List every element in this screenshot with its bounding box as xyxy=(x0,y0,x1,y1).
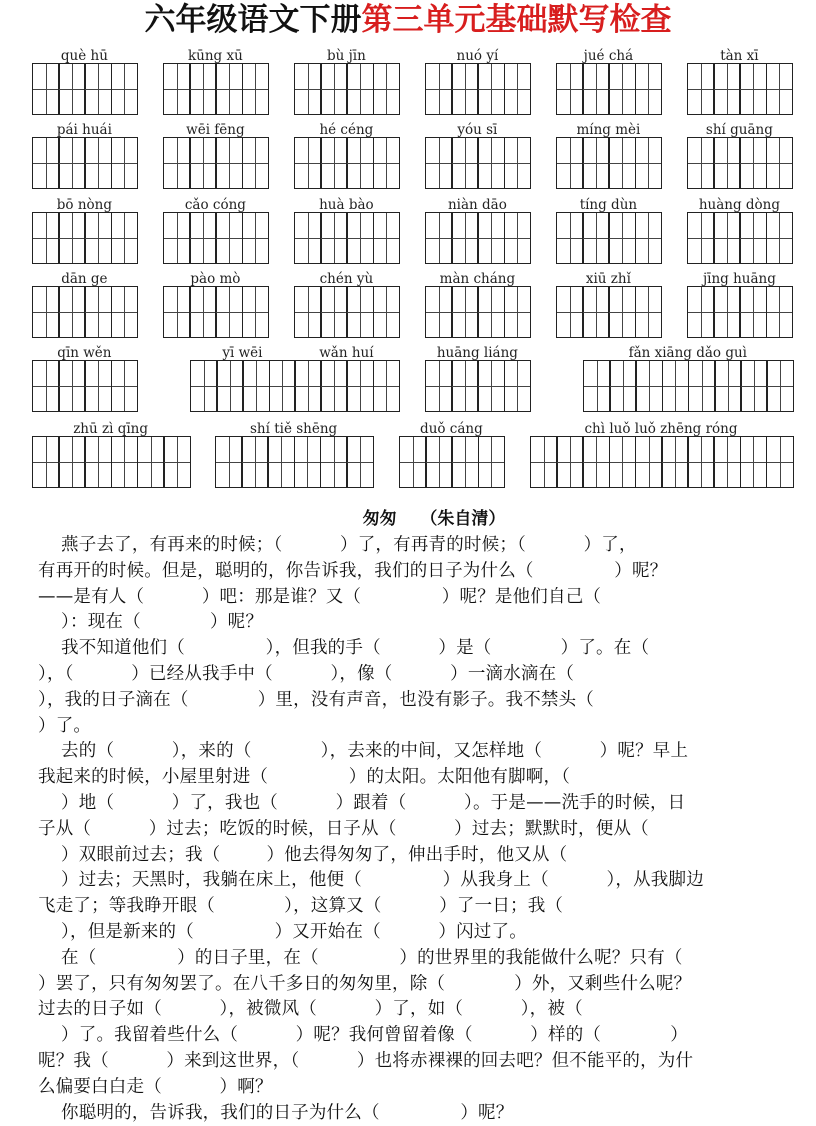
pinyin-word-group xyxy=(163,197,268,263)
writing-box[interactable] xyxy=(242,212,270,264)
passage-line: 有再开的时候。但是，聪明的，你告诉我，我们的日子为什么（ ）呢？ xyxy=(38,560,668,581)
pinyin-label: chì luǒ luǒ zhēng róng xyxy=(584,421,738,437)
writing-box[interactable] xyxy=(346,212,374,264)
writing-box[interactable] xyxy=(189,212,217,264)
writing-box[interactable] xyxy=(425,212,453,264)
pinyin-label: pái huái xyxy=(56,122,112,138)
writing-box[interactable] xyxy=(714,360,742,412)
writing-box[interactable] xyxy=(713,63,741,115)
writing-box[interactable] xyxy=(373,212,401,264)
pinyin-label: wǎn huí xyxy=(319,345,374,361)
writing-box[interactable] xyxy=(346,286,374,338)
passage-section xyxy=(38,505,790,1126)
writing-box[interactable] xyxy=(163,63,191,115)
passage-line: 我不知道他们（ ），但我的手（ ）是（ ）了。在（ xyxy=(38,638,650,659)
writing-box[interactable] xyxy=(556,137,584,189)
writing-box[interactable] xyxy=(687,137,715,189)
writing-box[interactable] xyxy=(163,436,191,488)
writing-box[interactable] xyxy=(635,360,663,412)
writing-box[interactable] xyxy=(242,360,270,412)
writing-box[interactable] xyxy=(687,212,715,264)
pinyin-word-group xyxy=(294,122,399,188)
pinyin-word-group xyxy=(294,271,399,337)
writing-box[interactable] xyxy=(32,63,60,115)
writing-box[interactable] xyxy=(320,137,348,189)
pinyin-word-group xyxy=(294,345,399,411)
writing-box[interactable] xyxy=(294,286,322,338)
writing-box[interactable] xyxy=(425,360,453,412)
writing-box[interactable] xyxy=(477,212,505,264)
writing-box[interactable] xyxy=(58,212,86,264)
writing-box[interactable] xyxy=(451,360,479,412)
writing-box[interactable] xyxy=(399,436,427,488)
writing-box[interactable] xyxy=(504,212,532,264)
writing-box[interactable] xyxy=(582,436,610,488)
writing-box[interactable] xyxy=(84,63,112,115)
passage-line: 你聪明的，告诉我，我们的日子为什么（ ）呢？ xyxy=(38,1102,514,1123)
pinyin-word-group xyxy=(294,197,399,263)
writing-box[interactable] xyxy=(346,436,374,488)
passage-line: 过去的日子如（ ），被微风（ ）了，如（ ），被（ xyxy=(38,999,583,1020)
writing-box[interactable] xyxy=(189,137,217,189)
writing-box[interactable] xyxy=(84,286,112,338)
writing-box[interactable] xyxy=(687,436,715,488)
pinyin-label: niàn dāo xyxy=(447,197,507,213)
writing-box[interactable] xyxy=(58,436,86,488)
writing-box[interactable] xyxy=(215,286,243,338)
pinyin-word-group xyxy=(556,48,661,114)
pinyin-label: fǎn xiāng dǎo guì xyxy=(628,345,747,361)
pinyin-label: nuó yí xyxy=(456,48,499,64)
pinyin-label: hé céng xyxy=(319,122,374,138)
passage-line: 飞走了；等我睁开眼（ ），这算又（ ）了一日；我（ xyxy=(38,896,564,917)
pinyin-label: huāng liáng xyxy=(436,345,518,361)
pinyin-word-group xyxy=(32,421,189,487)
pinyin-label: tàn xī xyxy=(720,48,759,64)
writing-box[interactable] xyxy=(346,360,374,412)
writing-box[interactable] xyxy=(32,360,60,412)
writing-box[interactable] xyxy=(739,212,767,264)
writing-box[interactable] xyxy=(766,436,794,488)
writing-box[interactable] xyxy=(582,137,610,189)
passage-line: 燕子去了，有再来的时候；（ ）了，有再青的时候；（ ）了， xyxy=(38,535,637,555)
writing-box[interactable] xyxy=(111,436,139,488)
pinyin-word-group xyxy=(32,271,137,337)
pinyin-word-group xyxy=(425,271,530,337)
writing-box[interactable] xyxy=(477,286,505,338)
writing-box[interactable] xyxy=(163,286,191,338)
passage-line: ）了。我留着些什么（ ）呢？我何曾留着像（ ）样的（ ） xyxy=(38,1025,688,1046)
pinyin-word-group xyxy=(425,345,530,411)
pinyin-label: tíng dùn xyxy=(579,197,638,213)
writing-box[interactable] xyxy=(242,63,270,115)
writing-box[interactable] xyxy=(477,360,505,412)
writing-box[interactable] xyxy=(58,286,86,338)
writing-box[interactable] xyxy=(609,436,637,488)
pinyin-label: chén yù xyxy=(319,271,374,287)
pinyin-label: shí guāng xyxy=(705,122,773,138)
writing-box[interactable] xyxy=(32,212,60,264)
writing-box[interactable] xyxy=(320,63,348,115)
pinyin-word-group xyxy=(556,197,661,263)
writing-box[interactable] xyxy=(32,436,60,488)
writing-box[interactable] xyxy=(608,286,636,338)
writing-box[interactable] xyxy=(267,436,295,488)
writing-box[interactable] xyxy=(635,63,663,115)
writing-box[interactable] xyxy=(346,137,374,189)
writing-box[interactable] xyxy=(504,360,532,412)
writing-box[interactable] xyxy=(346,63,374,115)
passage-line: ）过去；天黑时，我躺在床上，他便（ ）从我身上（ ），从我脚边 xyxy=(38,870,704,891)
writing-box[interactable] xyxy=(582,63,610,115)
writing-box[interactable] xyxy=(373,286,401,338)
writing-box[interactable] xyxy=(740,436,768,488)
pinyin-label: jīng huāng xyxy=(702,271,776,287)
writing-box[interactable] xyxy=(84,137,112,189)
writing-box[interactable] xyxy=(582,212,610,264)
pinyin-label: bō nòng xyxy=(56,197,113,213)
writing-box[interactable] xyxy=(215,212,243,264)
writing-box[interactable] xyxy=(215,63,243,115)
writing-box[interactable] xyxy=(609,360,637,412)
pinyin-word-group xyxy=(556,122,661,188)
pinyin-label: bù jīn xyxy=(326,48,366,64)
pinyin-word-group xyxy=(425,48,530,114)
writing-box[interactable] xyxy=(504,286,532,338)
pinyin-word-group xyxy=(294,48,399,114)
passage-line: ），（ ）已经从我手中（ ），像（ ）一滴水滴在（ xyxy=(38,663,575,684)
pinyin-label: kūng xū xyxy=(187,48,243,64)
writing-box[interactable] xyxy=(713,286,741,338)
writing-box[interactable] xyxy=(739,137,767,189)
pinyin-label: wēi fēng xyxy=(186,122,245,138)
writing-box[interactable] xyxy=(111,212,139,264)
writing-box[interactable] xyxy=(608,137,636,189)
writing-box[interactable] xyxy=(294,360,322,412)
pinyin-word-group xyxy=(190,345,295,411)
writing-box[interactable] xyxy=(530,436,558,488)
pinyin-word-group xyxy=(163,48,268,114)
writing-box[interactable] xyxy=(504,137,532,189)
writing-box[interactable] xyxy=(215,137,243,189)
writing-box[interactable] xyxy=(478,436,506,488)
writing-box[interactable] xyxy=(32,286,60,338)
writing-box[interactable] xyxy=(84,436,112,488)
writing-box[interactable] xyxy=(766,360,794,412)
writing-box[interactable] xyxy=(163,137,191,189)
writing-box[interactable] xyxy=(739,286,767,338)
writing-box[interactable] xyxy=(425,436,453,488)
writing-box[interactable] xyxy=(766,63,794,115)
pinyin-label: jué chá xyxy=(583,48,634,64)
writing-box[interactable] xyxy=(137,436,165,488)
writing-box[interactable] xyxy=(504,63,532,115)
writing-box[interactable] xyxy=(58,63,86,115)
writing-box[interactable] xyxy=(740,360,768,412)
writing-box[interactable] xyxy=(425,286,453,338)
writing-box[interactable] xyxy=(189,63,217,115)
passage-title: 匆匆 （朱自清） xyxy=(362,509,506,529)
writing-box[interactable] xyxy=(320,212,348,264)
writing-box[interactable] xyxy=(111,286,139,338)
writing-box[interactable] xyxy=(58,137,86,189)
writing-box[interactable] xyxy=(687,286,715,338)
writing-box[interactable] xyxy=(635,212,663,264)
writing-box[interactable] xyxy=(582,286,610,338)
writing-box[interactable] xyxy=(451,286,479,338)
writing-box[interactable] xyxy=(294,63,322,115)
writing-box[interactable] xyxy=(583,360,611,412)
writing-box[interactable] xyxy=(111,63,139,115)
pinyin-label: màn cháng xyxy=(439,271,516,287)
writing-box[interactable] xyxy=(111,360,139,412)
writing-box[interactable] xyxy=(425,63,453,115)
pinyin-label: què hū xyxy=(60,48,108,64)
pinyin-label: pào mò xyxy=(190,271,241,287)
writing-box[interactable] xyxy=(608,63,636,115)
pinyin-word-group xyxy=(32,197,137,263)
writing-box[interactable] xyxy=(451,137,479,189)
writing-box[interactable] xyxy=(242,286,270,338)
passage-line: ）了。 xyxy=(38,715,92,736)
writing-box[interactable] xyxy=(425,137,453,189)
writing-box[interactable] xyxy=(451,436,479,488)
pinyin-word-group xyxy=(687,122,792,188)
writing-box[interactable] xyxy=(320,436,348,488)
writing-box[interactable] xyxy=(477,63,505,115)
pinyin-label: cǎo cóng xyxy=(184,197,246,213)
writing-box[interactable] xyxy=(320,286,348,338)
writing-box[interactable] xyxy=(713,137,741,189)
writing-box[interactable] xyxy=(294,436,322,488)
pinyin-word-group xyxy=(425,122,530,188)
pinyin-word-group xyxy=(32,48,137,114)
writing-box[interactable] xyxy=(766,286,794,338)
pinyin-label: yóu sī xyxy=(457,122,498,138)
pinyin-word-group xyxy=(556,271,661,337)
pinyin-label: shí tiě shēng xyxy=(249,421,338,437)
pinyin-word-group xyxy=(425,197,530,263)
writing-box[interactable] xyxy=(373,360,401,412)
writing-box[interactable] xyxy=(713,436,741,488)
writing-box[interactable] xyxy=(556,286,584,338)
pinyin-grid xyxy=(0,0,816,500)
writing-box[interactable] xyxy=(84,212,112,264)
passage-line: ）：现在（ ）呢？ xyxy=(38,612,264,633)
writing-box[interactable] xyxy=(216,360,244,412)
writing-box[interactable] xyxy=(556,436,584,488)
passage-line: ），我的日子滴在（ ）里，没有声音，也没有影子。我不禁头（ xyxy=(38,689,595,710)
passage-line: 呢？我（ ）来到这世界，（ ）也将赤裸裸的回去吧？但不能平的，为什 xyxy=(38,1050,694,1071)
passage-body xyxy=(38,533,790,1126)
writing-box[interactable] xyxy=(241,436,269,488)
writing-box[interactable] xyxy=(84,360,112,412)
pinyin-word-group xyxy=(163,271,268,337)
passage-line: 子从（ ）过去；吃饭的时候，日子从（ ）过去；默默时，便从（ xyxy=(38,818,649,839)
passage-line: 我起来的时候，小屋里射进（ ）的太阳。太阳他有脚啊，（ xyxy=(38,767,571,788)
writing-box[interactable] xyxy=(635,286,663,338)
writing-box[interactable] xyxy=(269,360,297,412)
writing-box[interactable] xyxy=(687,63,715,115)
writing-box[interactable] xyxy=(294,137,322,189)
pinyin-word-group xyxy=(530,421,792,487)
pinyin-label: dān ge xyxy=(61,271,108,287)
pinyin-label: qīn wěn xyxy=(57,345,112,361)
pinyin-word-group xyxy=(32,122,137,188)
pinyin-word-group xyxy=(583,345,793,411)
writing-box[interactable] xyxy=(373,63,401,115)
pinyin-word-group xyxy=(687,48,792,114)
pinyin-word-group xyxy=(687,271,792,337)
writing-box[interactable] xyxy=(688,360,716,412)
writing-box[interactable] xyxy=(111,137,139,189)
writing-box[interactable] xyxy=(766,212,794,264)
writing-box[interactable] xyxy=(635,137,663,189)
pinyin-word-group xyxy=(399,421,504,487)
writing-box[interactable] xyxy=(556,63,584,115)
writing-box[interactable] xyxy=(635,436,663,488)
passage-line: ）罢了，只有匆匆罢了。在八千多日的匆匆里，除（ ）外，又剩些什么呢？ xyxy=(38,973,692,994)
writing-box[interactable] xyxy=(739,63,767,115)
writing-box[interactable] xyxy=(477,137,505,189)
passage-line: ）双眼前过去；我（ ）他去得匆匆了，伸出手时，他又从（ xyxy=(38,844,568,865)
writing-box[interactable] xyxy=(556,212,584,264)
pinyin-label: zhū zì qīng xyxy=(73,421,148,437)
pinyin-word-group xyxy=(215,421,372,487)
passage-line: ），但是新来的（ ）又开始在（ ）闪过了。 xyxy=(38,921,527,942)
writing-box[interactable] xyxy=(32,137,60,189)
writing-box[interactable] xyxy=(163,212,191,264)
passage-line: 去的（ ），来的（ ），去来的中间，又怎样地（ ）呢？早上 xyxy=(38,741,689,762)
writing-box[interactable] xyxy=(713,212,741,264)
pinyin-word-group xyxy=(163,122,268,188)
writing-box[interactable] xyxy=(662,360,690,412)
writing-box[interactable] xyxy=(294,212,322,264)
pinyin-label: xiū zhǐ xyxy=(585,271,631,287)
pinyin-label: huà bào xyxy=(319,197,374,213)
writing-box[interactable] xyxy=(451,63,479,115)
writing-box[interactable] xyxy=(215,436,243,488)
pinyin-word-group xyxy=(687,197,792,263)
pinyin-label: huàng dòng xyxy=(698,197,780,213)
title-black-part: 六年级语文下册 xyxy=(144,2,362,38)
writing-box[interactable] xyxy=(242,137,270,189)
pinyin-label: duǒ cáng xyxy=(420,421,483,437)
title-red-part: 第三单元基础默写检查 xyxy=(361,2,672,38)
passage-line: 在（ ）的日子里，在（ ）的世界里的我能做什么呢？只有（ xyxy=(38,947,683,968)
pinyin-label: yī wēi xyxy=(222,345,263,361)
writing-box[interactable] xyxy=(190,360,218,412)
pinyin-label: míng mèi xyxy=(576,122,641,138)
writing-box[interactable] xyxy=(58,360,86,412)
writing-box[interactable] xyxy=(320,360,348,412)
writing-box[interactable] xyxy=(189,286,217,338)
writing-box[interactable] xyxy=(373,137,401,189)
pinyin-word-group xyxy=(32,345,137,411)
writing-box[interactable] xyxy=(451,212,479,264)
writing-box[interactable] xyxy=(661,436,689,488)
passage-line: ）地（ ）了，我也（ ）跟着（ ）。于是——洗手的时候，日 xyxy=(38,792,686,813)
passage-line: 么偏要白白走（ ）啊？ xyxy=(38,1076,273,1097)
writing-box[interactable] xyxy=(608,212,636,264)
passage-line: ——是有人（ ）吧：那是谁？又（ ）呢？是他们自己（ xyxy=(38,586,602,607)
writing-box[interactable] xyxy=(766,137,794,189)
